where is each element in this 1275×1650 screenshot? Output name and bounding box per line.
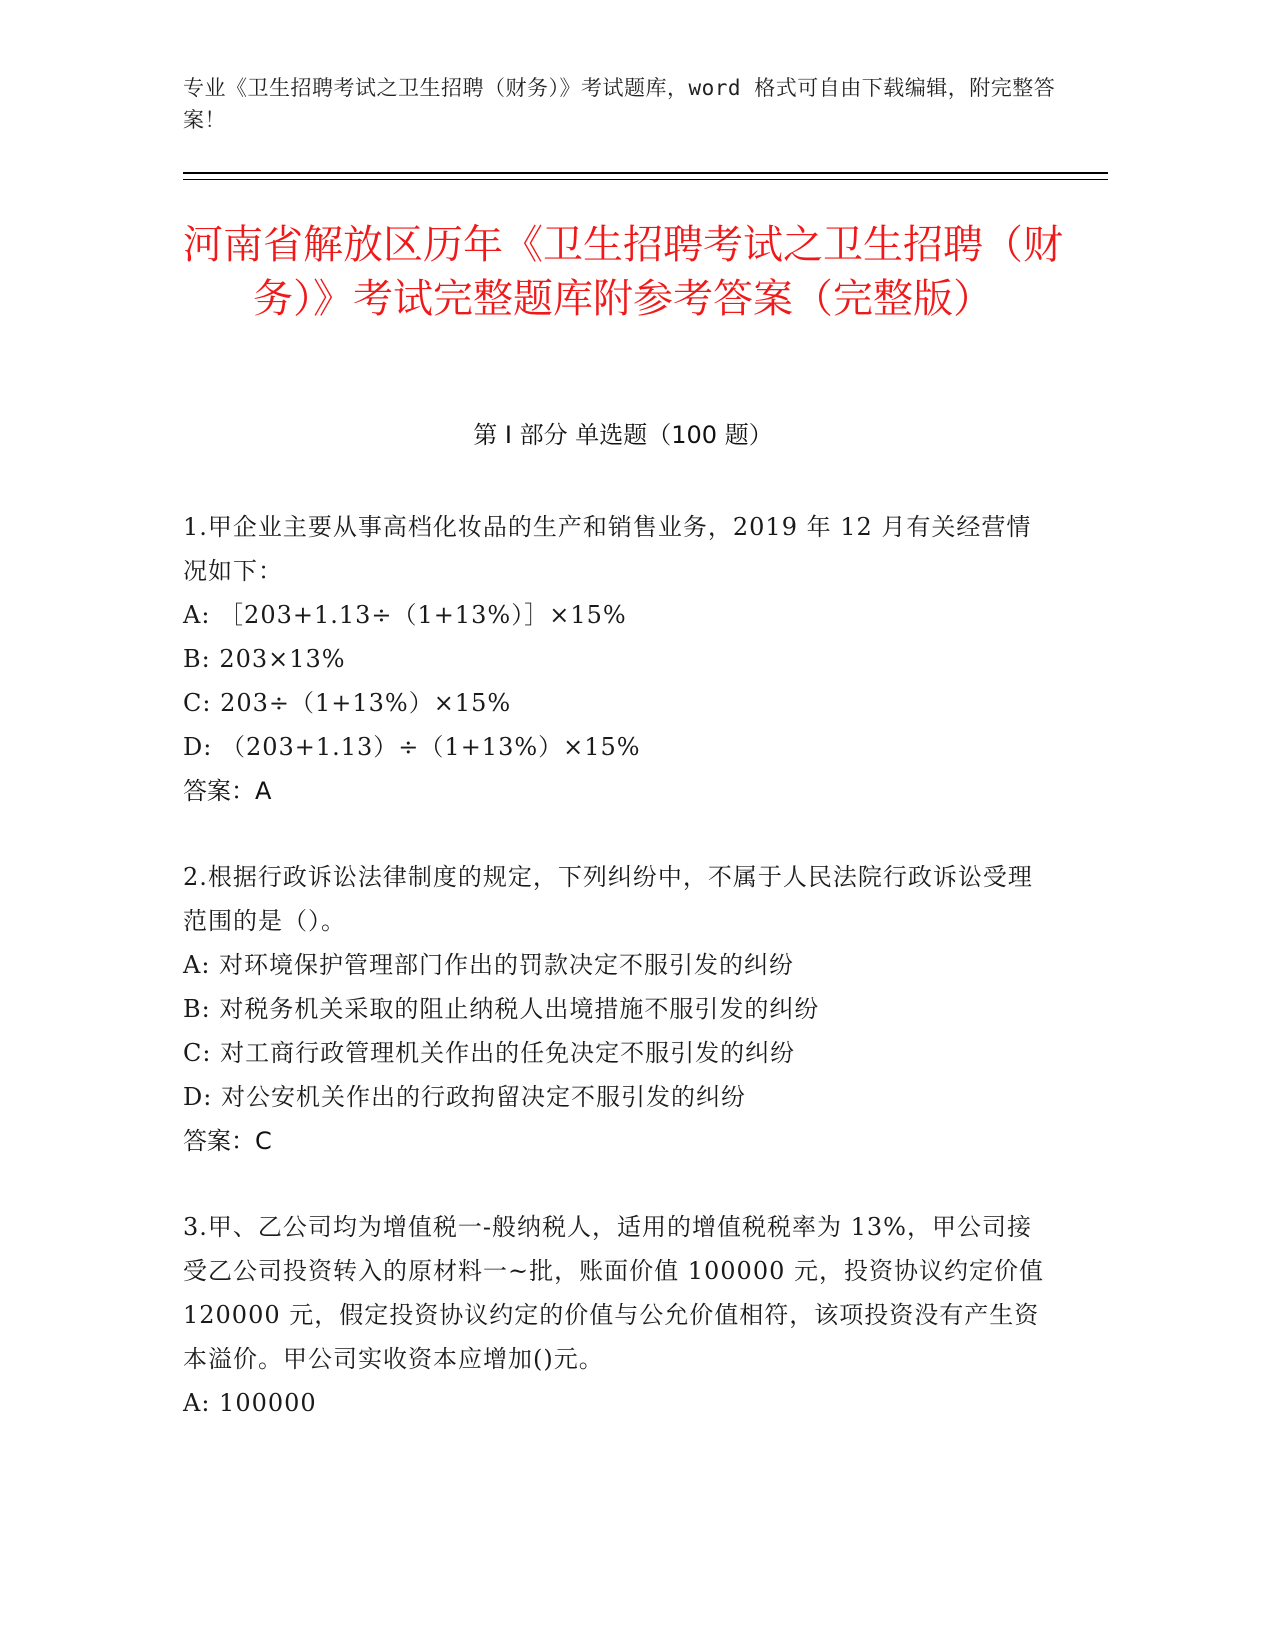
option-b: B: 对税务机关采取的阻止纳税人出境措施不服引发的纠纷 xyxy=(183,995,820,1023)
option-c: C: 203÷（1+13%）×15% xyxy=(183,689,512,717)
section-title: 第 I 部分 单选题（100 题） xyxy=(473,421,773,449)
question-2 xyxy=(183,855,1053,1163)
question-stem: 1.甲企业主要从事高档化妆品的生产和销售业务，2019 年 12 月有关经营情况如下： xyxy=(183,513,1032,585)
option-a: A: ［203+1.13÷（1+13%）］×15% xyxy=(183,601,627,629)
option-a: A: 100000 xyxy=(183,1389,317,1417)
question-3 xyxy=(183,1205,1053,1425)
option-d: D: （203+1.13）÷（1+13%）×15% xyxy=(183,733,641,761)
option-c: C: 对工商行政管理机关作出的任免决定不服引发的纠纷 xyxy=(183,1039,796,1067)
document-title: 河南省解放区历年《卫生招聘考试之卫生招聘（财务）》考试完整题库附参考答案（完整版） xyxy=(183,222,1063,322)
question-list xyxy=(183,505,1053,1467)
option-b: B: 203×13% xyxy=(183,645,346,673)
answer-label: 答案：A xyxy=(183,777,272,805)
question-stem: 3.甲、乙公司均为增值税一-般纳税人，适用的增值税税率为 13%，甲公司接受乙公司投资转入的原材料一~批，账面价值 100000 元，投资协议约定价值 120000 元，假定投资协议约定的价值与公允价值相符，该项投资没有产生资本溢价。甲公司实收资本应增加()元。 xyxy=(183,1213,1044,1373)
answer-label: 答案：C xyxy=(183,1127,272,1155)
option-d: D: 对公安机关作出的行政拘留决定不服引发的纠纷 xyxy=(183,1083,746,1111)
header-rule-thin xyxy=(183,179,1108,180)
header-note: 专业《卫生招聘考试之卫生招聘（财务）》考试题库，word 格式可自由下载编辑，附完整答案！ xyxy=(183,76,1056,132)
option-a: A: 对环境保护管理部门作出的罚款决定不服引发的纠纷 xyxy=(183,951,795,979)
question-stem: 2.根据行政诉讼法律制度的规定，下列纠纷中，不属于人民法院行政诉讼受理范围的是（）。 xyxy=(183,863,1033,935)
header-rule-thick xyxy=(183,172,1108,174)
question-1 xyxy=(183,505,1053,813)
